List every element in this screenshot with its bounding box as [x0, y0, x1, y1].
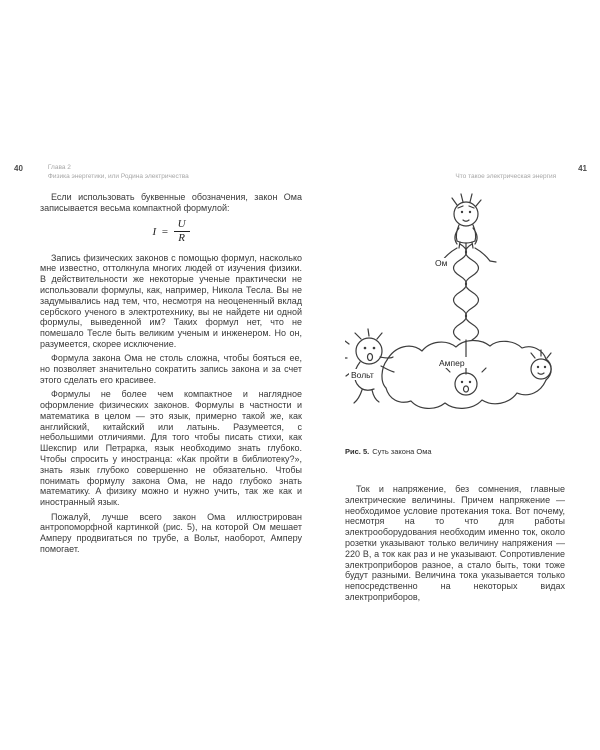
pages	[40, 192, 565, 606]
figure-5	[345, 192, 565, 456]
figure-caption-text: Суть закона Ома	[372, 447, 432, 456]
figure-caption-label: Рис. 5.	[345, 447, 370, 456]
label-om: Ом	[435, 258, 448, 268]
paragraph: Если использовать буквенные обозначения, закон Ома записывается весьма компактной формулой:	[40, 192, 302, 213]
volt-figure	[345, 329, 394, 403]
figure-labels	[349, 258, 474, 380]
label-amper: Ампер	[439, 358, 465, 368]
label-volt: Вольт	[351, 370, 374, 380]
formula-denominator: R	[178, 232, 185, 245]
ohms-law-formula	[40, 219, 302, 245]
paragraph: Формулы не более чем компактное и наглядное оформление физических законов. Формулы в частности и математика в целом — это язык, примерно такой же, как английский, китайский или латынь. Разумеется, с небольшими отличиями. Для того чтобы писать стихи, как Шекспир или Петрарка, язык необходимо знать глубоко. Чтобы спросить у иностранца: «Как пройти в библиотеку?», знать язык глубоко совершенно не обязательно. Чтобы понимать формулу закона Ома, не надо глубоко знать математику. А физику можно и нужно учить, так же как и иностранный язык.	[40, 389, 302, 508]
section-title: Что такое электрическая энергия	[455, 172, 557, 180]
running-head-right	[455, 164, 587, 181]
tube	[382, 340, 551, 408]
formula-numerator: U	[174, 219, 190, 233]
paragraph: Ток и напряжение, без сомнения, главные электрические величины. Причем напряжение — необходимое условие протекания тока. Вот почему, несмотря на то что для работы электрооборудования необходим именно ток, около розетки указывают только величину напряжения — 220 В, а ток как раз и не указывают. Сопротивление электроприборов разное, а стало быть, токи тоже будут разными. Величина тока указывается только непосредственно на некоторых видах электроприборов,	[345, 484, 565, 602]
chapter-title: Физика энергетики, или Родина электричества	[47, 172, 189, 180]
formula-lhs: I	[152, 225, 157, 238]
running-head-left	[14, 164, 189, 181]
formula-fraction	[174, 219, 190, 245]
running-head	[14, 164, 587, 181]
left-page	[40, 192, 302, 606]
paragraph: Пожалуй, лучше всего закон Ома иллюстрирован антропоморфной картинкой (рис. 5), на которой Ом мешает Амперу продвигаться по трубе, а Вольт, наоборот, Амперу помогает.	[40, 511, 302, 554]
right-page	[345, 192, 565, 606]
page-number-right: 41	[578, 164, 587, 173]
paragraph: Формула закона Ома не столь сложна, чтобы бояться ее, но позволяет значительно сократить запись закона и за счет этого сделать его красивее.	[40, 353, 302, 385]
page-number-left: 40	[14, 164, 23, 173]
chapter-header-left	[48, 164, 189, 181]
figure-caption	[345, 447, 565, 456]
ohms-law-cartoon-illustration	[345, 192, 565, 440]
paragraph: Запись физических законов с помощью формул, насколько мне известно, оттолкнула многих людей от изучения физики. В действительности же некоторые ученые практически не использовали формулы, как, например, Никола Тесла. Вы не задумывались над тем, что, несмотря на неоцененный вклад сербского ученого в электротехнику, вы не найдете ни одной формулы, выведенной им? Таких формул нет, что не помешало Тесле быть великим ученым и инженером. Но он, разумеется, скорее исключение.	[40, 252, 302, 350]
formula-equals: =	[161, 225, 169, 238]
chapter-number: Глава 2	[47, 164, 71, 171]
rope	[454, 244, 479, 374]
right-end-face	[531, 350, 551, 379]
